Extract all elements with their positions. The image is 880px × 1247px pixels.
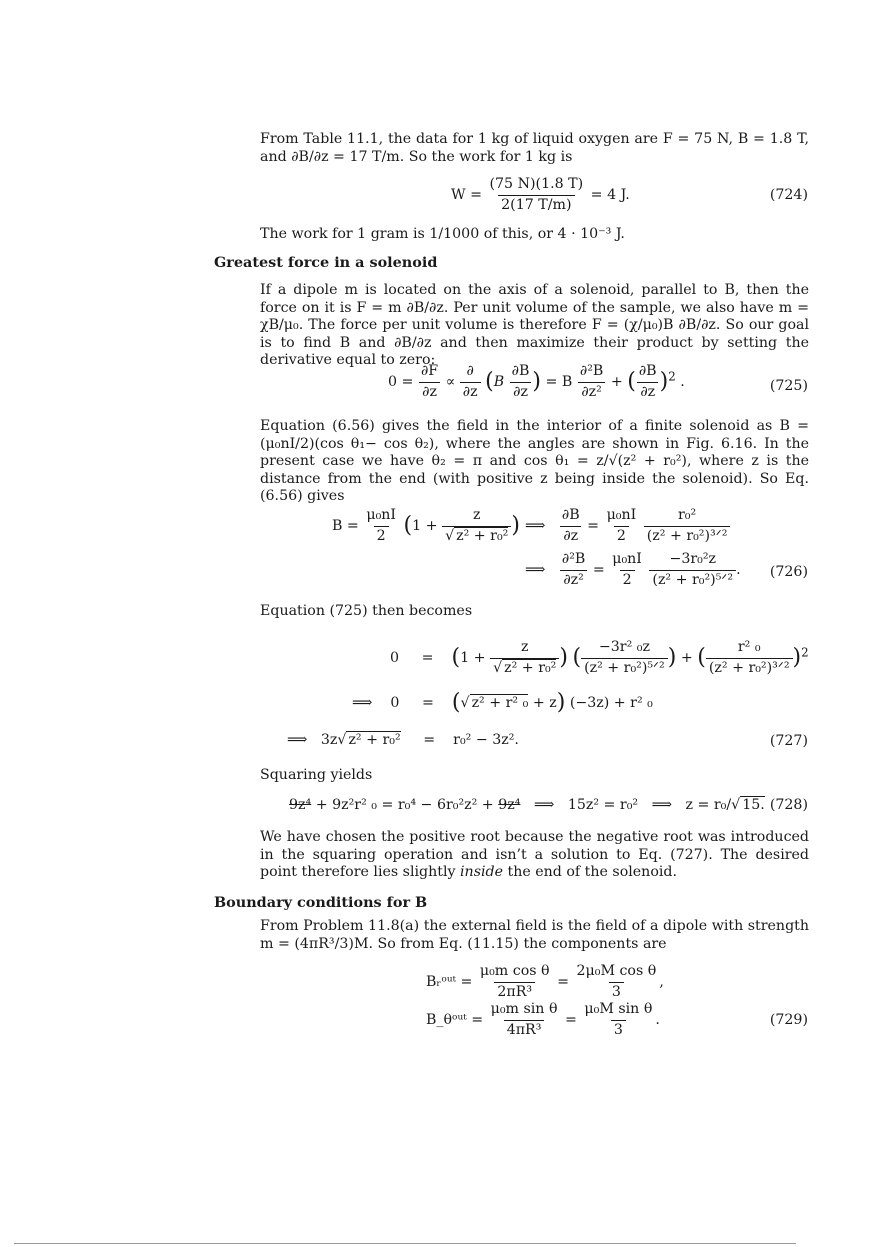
eq726-d1-eq: = [587, 518, 600, 535]
eq727-l1-znum: z [520, 639, 529, 655]
eq729-bt-den1: 4πR³ [504, 1020, 545, 1039]
paragraph-finite-solenoid: Equation (6.56) gives the field in the interior of a finite solenoid as B = (μ₀nI/2)(cos θ₁− cos θ₂), where the angles are shown in Fig. 6.16. In the present case we have θ₂ = π and cos θ₁ = z/√(z² + r₀²), where z is the distance from the end (with positive z being inside the solenoid). So Eq. (6.56) gives [260, 418, 809, 504]
eq727-l3-eq: = [423, 732, 436, 748]
eq727-l1-a: 1 + [460, 650, 486, 667]
eq728-sqrt: 15. [742, 797, 765, 813]
eq726-d1-coef [604, 508, 640, 544]
eq726-d2-r [649, 552, 736, 588]
eq728-implies-1: ⟹ [533, 797, 555, 813]
paragraph-squaring-yields: Squaring yields [260, 767, 373, 783]
eq727-l1-cfrac [706, 640, 793, 676]
eq724-den: 2(17 T/m) [498, 195, 574, 214]
eq725-den2: ∂z [460, 382, 481, 401]
equation-number-726: (726) [769, 564, 808, 580]
eq725-dF-dz [418, 364, 441, 400]
eq727-l1-lparen2: ( [572, 645, 582, 671]
eq726-one-plus: 1 + [412, 518, 438, 535]
eq725-num4: ∂²B [579, 363, 604, 379]
eq729-br-frac1 [477, 964, 553, 1000]
eq726-d2-c-num: μ₀nI [612, 551, 642, 567]
eq726-d1-num: ∂B [561, 507, 580, 523]
eq725-square: 2 [668, 369, 676, 384]
eq725-plus: + [610, 374, 623, 391]
eq727-l2-plus-z: + z [532, 695, 557, 711]
eq727-l1-lparen3: ( [697, 645, 706, 671]
eq727-l1-lhs: 0 [390, 650, 400, 667]
eq726-d2-eq: = [592, 562, 605, 579]
equation-729 [0, 963, 880, 1038]
equation-727: 0 = (1 + $\frac{z}{\text{√ z² + r₀²}}$ ) ( $\frac{\text{−3r² ₀z}}{\text{(z² + r₀²)⁵ᐟ²}}$ ) + ( $\frac{\text{r² ₀}}{\text{(z² + r₀²)³ᐟ²}}$ )$^2$ ⟹ 0 = (√ z² + r² ₀ + z) (−3z) + r² ₀ ⟹ 3z√ z² + r₀² = r₀² − 3z². (727) [287, 639, 809, 749]
equation-724 [0, 176, 880, 213]
eq728-cancel-2: 9z⁴ [498, 797, 521, 813]
eq727-l3-sqrt: z² + r₀² [348, 732, 401, 748]
eq725-den5: ∂z [637, 382, 658, 401]
eq725-num1: ∂F [420, 363, 439, 379]
eq727-l1-zden-wrap: √ z² + r₀² [490, 658, 559, 677]
eq726-d1-c-num: μ₀nI [606, 507, 637, 523]
eq726-d2-r-den: (z² + r₀²)⁵ᐟ² [649, 570, 736, 589]
equation-726 [0, 504, 880, 588]
eq727-l2-lhs: 0 [390, 695, 400, 711]
eq726-d2Bdz2 [559, 552, 588, 588]
eq726-coef [363, 508, 399, 544]
eq727-l1-cden: (z² + r₀²)³ᐟ² [706, 658, 793, 677]
eq725-b: B [493, 374, 505, 391]
paragraph-eq725-becomes: Equation (725) then becomes [260, 603, 473, 619]
eq729-bt-frac1 [488, 1002, 561, 1038]
eq726-coef-num: μ₀nI [366, 507, 396, 523]
eq727-l2-implies: ⟹ [352, 695, 373, 711]
section-heading-solenoid-force: Greatest force in a solenoid [214, 254, 438, 271]
equation-725: 0 = $\frac{\partial F}{\partial z}$ ∝ $\frac{\partial}{\partial z}$ (B $\frac{\partial B}{\partial z}$ ) = B $\frac{\text{∂²B}}{\text{∂z²}}$ + ( $\frac{\partial B}{\partial z}$ )$^2$ . (725) [388, 363, 808, 400]
paragraph-liquid-oxygen: From Table 11.1, the data for 1 kg of liquid oxygen are F = 75 N, B = 1.8 T, and ∂B/∂z = 17 T/m. So the work for 1 kg is [260, 131, 809, 165]
eq727-l1-bnum: −3r² ₀z [598, 639, 650, 655]
eq725-prop: ∝ [445, 374, 456, 391]
eq726-d1-c-den: 2 [614, 526, 629, 545]
eq729-bt-num2: μ₀M sin θ [584, 1001, 653, 1017]
eq727-l1-bfrac [581, 640, 668, 676]
eq729-bt-frac2 [581, 1002, 655, 1038]
eq727-l2-tail: (−3z) + r² ₀ [569, 695, 653, 711]
paragraph-dipole-on-axis: If a dipole m is located on the axis of a solenoid, parallel to B, then the force on it is F = m ∂B/∂z. Per unit volume of the sample, we also have m = χB/μ₀. The force per unit volume is therefore F = (χ/μ₀)B ∂B/∂z. So our goal is to find B and ∂B/∂z and then maximize their product by setting the derivative equal to zero: [260, 282, 809, 368]
eq727-l1-plus: + [680, 650, 693, 667]
eq729-bt-period: . [655, 1012, 660, 1029]
equation-number-729: (729) [769, 1012, 808, 1028]
eq727-l1-zden: z² + r₀² [504, 659, 557, 676]
eq727-l2-rparen: ) [556, 690, 566, 715]
eq726-implies-1: ⟹ [525, 518, 546, 535]
eq726-d1-r-num: r₀² [677, 507, 697, 523]
eq729-br-den2: 3 [609, 982, 624, 1001]
eq726-d2-r-num: −3r₀²z [669, 551, 717, 567]
eq725-lparen: ( [485, 369, 494, 395]
eq725-rparen: ) [532, 369, 542, 395]
eq729-br-num1: μ₀m cos θ [479, 963, 550, 979]
eq726-implies-2: ⟹ [525, 562, 546, 579]
eq728-part3: z = r₀/ [685, 797, 732, 813]
eq727-l1-rparen2: ) [667, 645, 677, 671]
footer-rule [14, 1243, 796, 1244]
eq729-br-eq: = [557, 974, 569, 991]
eq726-sqrt: z² + r₀² [456, 527, 509, 544]
eq726-lparen: ( [403, 513, 413, 539]
paragraph-positive-root: We have chosen the positive root because the negative root was introduced in the squaring operation and isn’t a solution to Eq. (727). The desired point therefore lies slightly inside the end of the solenoid. [260, 829, 809, 880]
eq726-rparen: ) [511, 513, 520, 539]
eq726-d2-coef [609, 552, 645, 588]
section-heading-boundary-conditions: Boundary conditions for B [214, 894, 428, 911]
eq727-l3-rhs: r₀² − 3z². [453, 732, 519, 748]
eq725-den1: ∂z [419, 382, 440, 401]
eq726-d1-r [644, 508, 731, 544]
eq725-den3: ∂z [510, 382, 531, 401]
eq725-dB-dz [509, 364, 533, 400]
eq725-dB-dz-2 [636, 364, 660, 400]
eq725-d2B-dz2 [577, 364, 606, 400]
eq725-zero: 0 = [388, 374, 414, 391]
equation-number-727: (727) [769, 733, 808, 749]
eq727-l3-implies: ⟹ [287, 732, 308, 748]
equation-number-724: (724) [769, 187, 808, 203]
eq725-d-dz [460, 364, 481, 400]
paragraph-work-per-gram: The work for 1 gram is 1/1000 of this, or 4 · 10⁻³ J. [260, 226, 625, 242]
equation-number-728: (728) [769, 797, 808, 813]
eq726-lhs: B = [332, 518, 359, 535]
eq725-lparen2: ( [627, 369, 636, 395]
eq727-l1-eq: = [421, 650, 434, 667]
eq726-d1-den: ∂z [560, 526, 581, 545]
eq727-l1-zfrac [490, 640, 559, 676]
eq727-l2-lparen: ( [451, 690, 461, 715]
eq724-lhs: W = [451, 187, 482, 204]
eq724-fraction [487, 177, 587, 213]
eq726-coef-den: 2 [374, 526, 389, 545]
eq727-l1-rparen: ) [559, 645, 568, 671]
eq727-l2-sqrt: z² + r² ₀ [471, 695, 529, 711]
eq725-num5: ∂B [638, 363, 657, 379]
eq727-l1-rparen3: ) [792, 645, 802, 671]
eq729-bt-den2: 3 [611, 1020, 626, 1039]
eq727-l3-lhs: 3z [320, 732, 338, 748]
eq729-bt-num1: μ₀m sin θ [490, 1001, 558, 1017]
eq728-implies-2: ⟹ [651, 797, 672, 813]
eq727-l1-cnum: r² ₀ [737, 639, 761, 655]
eq726-dBdz [559, 508, 583, 544]
paragraph-external-field: From Problem 11.8(a) the external field is the field of a dipole with strength m = (4πR³/3)M. So from Eq. (11.15) the components are [260, 918, 809, 952]
eq728-mid: + 9z²r² ₀ = r₀⁴ − 6r₀²z² + [315, 797, 494, 813]
eq725-num2: ∂ [466, 363, 474, 379]
equation-number-725: (725) [769, 378, 808, 394]
eq729-br-num2: 2μ₀M cos θ [576, 963, 657, 979]
eq726-z: z [472, 507, 481, 523]
eq726-sqrt-den: √ z² + r₀² [442, 526, 511, 545]
eq729-bt-lhs: B_θᵒᵘᵗ = [426, 1012, 484, 1029]
eq729-br-den1: 2πR³ [494, 982, 535, 1001]
eq726-d2-den: ∂z² [560, 570, 587, 589]
eq725-den4: ∂z² [578, 382, 605, 401]
eq726-zfrac [442, 508, 511, 544]
eq727-l1-bden: (z² + r₀²)⁵ᐟ² [581, 658, 668, 677]
eq724-num: (75 N)(1.8 T) [489, 176, 584, 192]
eq725-num3: ∂B [511, 363, 530, 379]
eq724-rhs: = 4 J. [590, 187, 630, 204]
eq727-l1-square: 2 [801, 645, 809, 660]
eq729-br-lhs: Bᵣᵒᵘᵗ = [426, 974, 473, 991]
eq726-d2-num: ∂²B [561, 551, 586, 567]
eq725-eq2: = B [545, 374, 573, 391]
eq726-d1-r-den: (z² + r₀²)³ᐟ² [644, 526, 731, 545]
eq728-cancel-1: 9z⁴ [289, 797, 312, 813]
eq727-l2-eq: = [421, 695, 434, 711]
eq729-br-frac2 [574, 964, 660, 1000]
eq725-rparen2: ) [659, 369, 669, 395]
eq726-period: . [736, 562, 741, 579]
eq729-br-comma: , [659, 974, 664, 991]
eq729-bt-eq: = [565, 1012, 577, 1029]
equation-728: 9z⁴ + 9z²r² ₀ = r₀⁴ − 6r₀²z² + 9z⁴ ⟹ 15z² = r₀² ⟹ z = r₀/√ 15. (728) [289, 797, 808, 813]
eq728-part2: 15z² = r₀² [567, 797, 639, 813]
eq727-l1-lparen: ( [451, 645, 461, 671]
eq726-d2-c-den: 2 [620, 570, 635, 589]
